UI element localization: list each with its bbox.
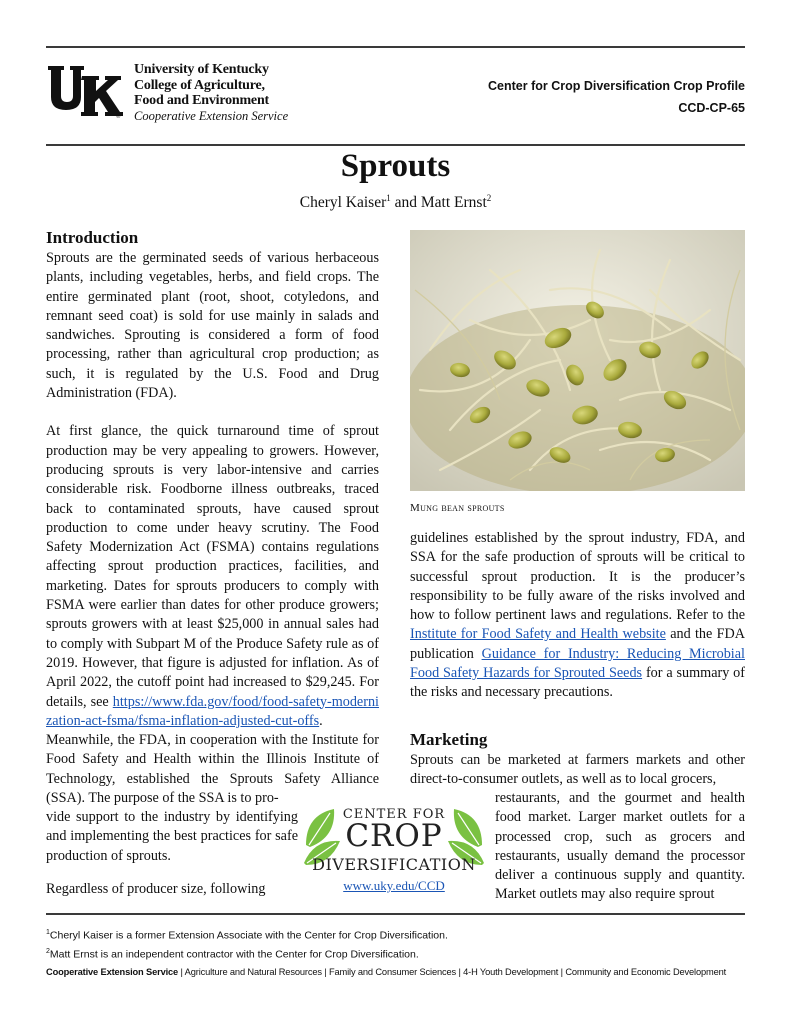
ccd-line2: CROP — [345, 818, 443, 854]
author-1-sup: 1 — [386, 193, 391, 203]
author-2: Matt Ernst — [420, 194, 487, 212]
right-p1-b: and the FDA publication — [410, 626, 745, 662]
bottom-bar — [46, 967, 726, 977]
ccd-url-link[interactable]: www.uky.edu/CCD — [343, 878, 445, 893]
footnote-2 — [46, 944, 448, 963]
uk-logo — [46, 64, 126, 120]
intro-p2-a: At first glance, the quick turnaround time of sprout production may be very appealing to growers. However, producing sprouts is very labor-intensive and carries considerable risk. Foodborne illness outbreaks, traced back to contaminated sprouts, have caused sprout production to come under heavy scrutiny. The Food Safety Modernization Act (FSMA) contains regulations affecting sprout production practices, facilities, and marketing. Dates for sprouts producers to comply with FSMA were earlier than dates for other produce growers; sprouts growers with at least $25,000 in annual sales had to comply with Subpart M of the Produce Safety rule as of 2019. However, that figure is adjusted for inflation. As of April 2022, the cutoff point had increased to $29,245. For details, see — [46, 423, 379, 710]
right-column — [410, 529, 745, 703]
photo-caption: Mung bean sprouts — [410, 502, 505, 514]
author-1: Cheryl Kaiser — [299, 194, 387, 212]
ccd-logo — [300, 805, 488, 897]
extension-service: Cooperative Extension Service — [134, 108, 289, 123]
svg-text:®: ® — [116, 114, 121, 120]
footnote-1-sup: 1 — [46, 929, 50, 936]
marketing-line-full: Sprouts can be marketed at farmers markets and other direct-to-consumer outlets, as well as to local grocers, — [410, 752, 745, 788]
intro-p2-b: . Meanwhile, the FDA, in cooperation with the Institute for Food Safety and Health within the Illinois Institute of Technology, established the Sprouts Safety Alliance (SSA). The purpose of the SSA is to pro- — [46, 712, 379, 807]
footnote-2-text: Matt Ernst is an independent contractor with the Center for Crop Diversification. — [49, 948, 419, 960]
college-line-2: Food and Environment — [134, 93, 269, 108]
right-paragraph-1 — [410, 529, 745, 703]
right-p1-c: for a summary of the risks and necessary precautions. — [410, 665, 746, 701]
footnote-rule — [46, 913, 745, 915]
footnote-1-text: Cheryl Kaiser is a former Extension Associate with the Center for Crop Diversification. — [49, 929, 448, 942]
crop-profile-label: Center for Crop Diversification Crop Profile — [488, 79, 745, 93]
intro-section — [46, 227, 379, 808]
fda-guidance-link[interactable]: Guidance for Industry: Reducing Microbial Food Safety Hazards for Sprouted Seeds — [410, 645, 745, 682]
ccd-line1: CENTER FOR — [342, 807, 446, 822]
ifsh-website-link[interactable]: Institute for Food Safety and Health website — [410, 626, 666, 643]
college-line-1: College of Agriculture, — [134, 77, 265, 93]
intro-heading: Introduction — [46, 228, 139, 247]
profile-header — [488, 75, 745, 119]
marketing-paragraph: restaurants, and the gourmet and health food market. Larger market outlets for a processed crop, such as grocers and restaurants, usually demand the processor deliver a continuous supply and quantity. Market outlets may also require sprout — [495, 790, 745, 903]
intro-paragraph-3-start: Regardless of producer size, following — [46, 881, 266, 897]
author-joiner: and — [390, 194, 421, 212]
intro-paragraph-2-continued: vide support to the industry by identifying and implementing the best practices for safe production of sprouts. — [46, 809, 298, 864]
marketing-heading: Marketing — [410, 730, 488, 749]
header-rule — [46, 144, 745, 146]
sprouts-photo — [410, 230, 745, 491]
university-block — [134, 62, 288, 124]
sprouts-image — [410, 230, 745, 491]
footnote-2-sup: 2 — [46, 947, 50, 955]
top-rule — [46, 46, 745, 48]
university-name: University of Kentucky — [134, 62, 269, 77]
fda-cutoffs-link[interactable]: https://www.fda.gov/food/food-safety-modernization-act-fsma/fsma-inflation-adjusted-cut-offs — [46, 693, 379, 729]
right-p1-a: guidelines established by the sprout industry, FDA, and SSA for the safe production of sprouts will be critical to successful sprout production. It is the producer’s responsibility to be fully aware of the risks involved and how to follow pertinent laws and regulations. Refer to the — [410, 530, 745, 624]
bottom-bar-rest: | Agriculture and Natural Resources | Family and Consumer Sciences | 4-H Youth Development | Community and Economic Development — [178, 967, 727, 977]
authors — [0, 193, 791, 212]
footnotes — [46, 925, 448, 962]
intro-paragraph-1: Sprouts are the germinated seeds of various herbaceous plants, including vegetables, herbs, and field crops. The entire germinated plant (root, shoot, cotyledons, and remnant seed coat) is sold for use mainly in salads and sandwiches. Sprouting is considered a form of food processing, rather than agricultural crop production; as such, it is regulated by the U.S. Food and Drug Administration (FDA). — [46, 250, 379, 402]
footnote-1 — [46, 925, 448, 944]
page-title: Sprouts — [340, 148, 451, 184]
profile-code: CCD-CP-65 — [678, 101, 745, 115]
bottom-bar-bold: Cooperative Extension Service — [46, 967, 179, 977]
ccd-line3: DIVERSIFICATION — [312, 855, 476, 874]
intro-paragraph-2 — [46, 422, 379, 808]
author-2-sup: 2 — [486, 193, 492, 203]
